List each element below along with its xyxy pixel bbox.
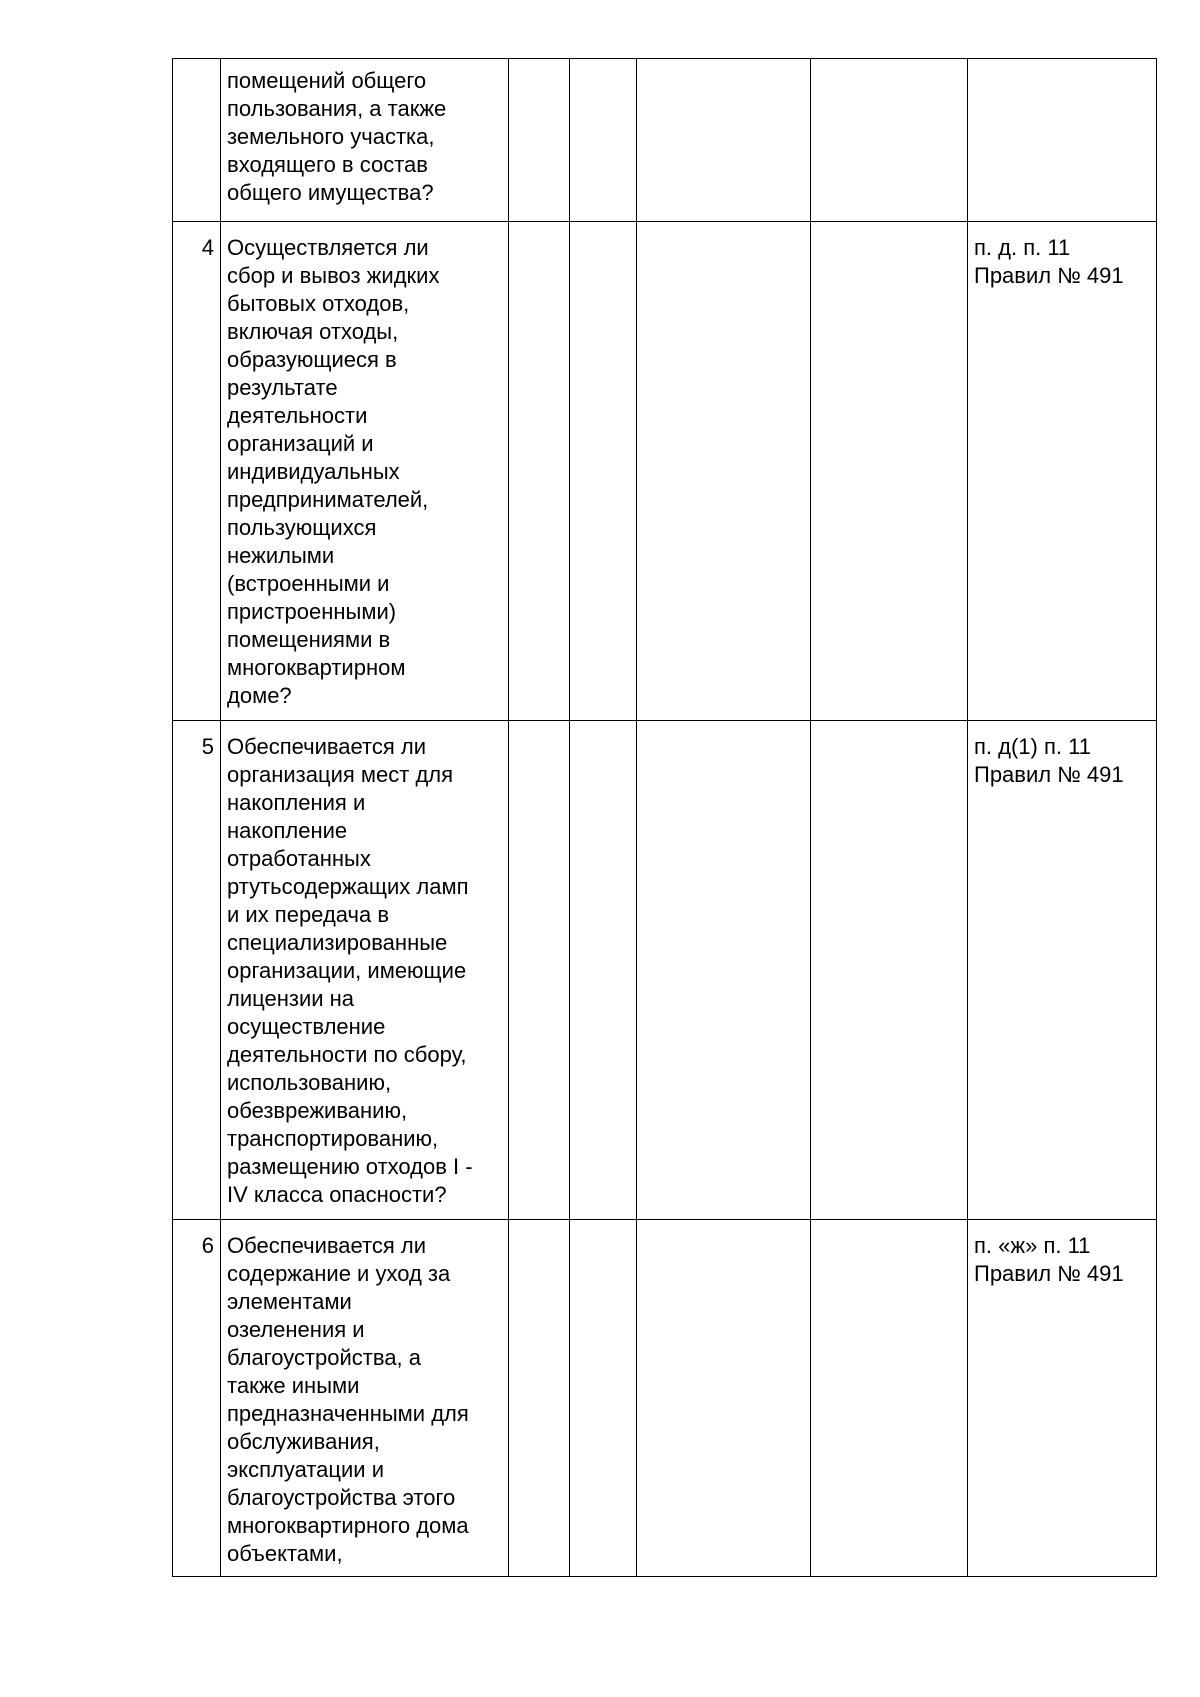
answer-no-cell [570, 59, 637, 222]
row-number [173, 59, 221, 222]
question-cell: Осуществляется ли сбор и вывоз жидких бытовых отходов, включая отходы, образующиеся в результате деятельности организаций и индивидуальных предпринимателей, пользующихся нежилыми (встроенными и пристроенными) помещениями в многоквартирном доме? [221, 222, 509, 721]
not-applicable-cell [637, 59, 811, 222]
answer-yes-cell [509, 1220, 570, 1577]
row-number: 6 [173, 1220, 221, 1577]
row-number: 5 [173, 721, 221, 1220]
question-cell: Обеспечивается ли содержание и уход за элементами озеленения и благоустройства, а также иными предназначенными для обслуживания, эксплуатации и благоустройства этого многоквартирного дома объектами, [221, 1220, 509, 1577]
note-cell [811, 59, 968, 222]
answer-no-cell [570, 1220, 637, 1577]
reference-cell: п. «ж» п. 11 Правил № 491 [968, 1220, 1157, 1577]
not-applicable-cell [637, 721, 811, 1220]
not-applicable-cell [637, 1220, 811, 1577]
row-number: 4 [173, 222, 221, 721]
table-row [173, 222, 1157, 721]
answer-no-cell [570, 222, 637, 721]
question-cell: помещений общего пользования, а также земельного участка, входящего в состав общего имущества? [221, 59, 509, 222]
note-cell [811, 721, 968, 1220]
note-cell [811, 222, 968, 721]
reference-cell: п. д. п. 11 Правил № 491 [968, 222, 1157, 721]
answer-yes-cell [509, 721, 570, 1220]
table-row [173, 721, 1157, 1220]
not-applicable-cell [637, 222, 811, 721]
table-row [173, 59, 1157, 222]
question-cell: Обеспечивается ли организация мест для накопления и накопление отработанных ртутьсодержащих ламп и их передача в специализированные организации, имеющие лицензии на осуществление деятельности по сбору, использованию, обезвреживанию, транспортированию, размещению отходов I - IV класса опасности? [221, 721, 509, 1220]
table-row [173, 1220, 1157, 1577]
answer-yes-cell [509, 222, 570, 721]
answer-yes-cell [509, 59, 570, 222]
note-cell [811, 1220, 968, 1577]
reference-cell [968, 59, 1157, 222]
answer-no-cell [570, 721, 637, 1220]
reference-cell: п. д(1) п. 11 Правил № 491 [968, 721, 1157, 1220]
checklist-table [172, 58, 1157, 1577]
